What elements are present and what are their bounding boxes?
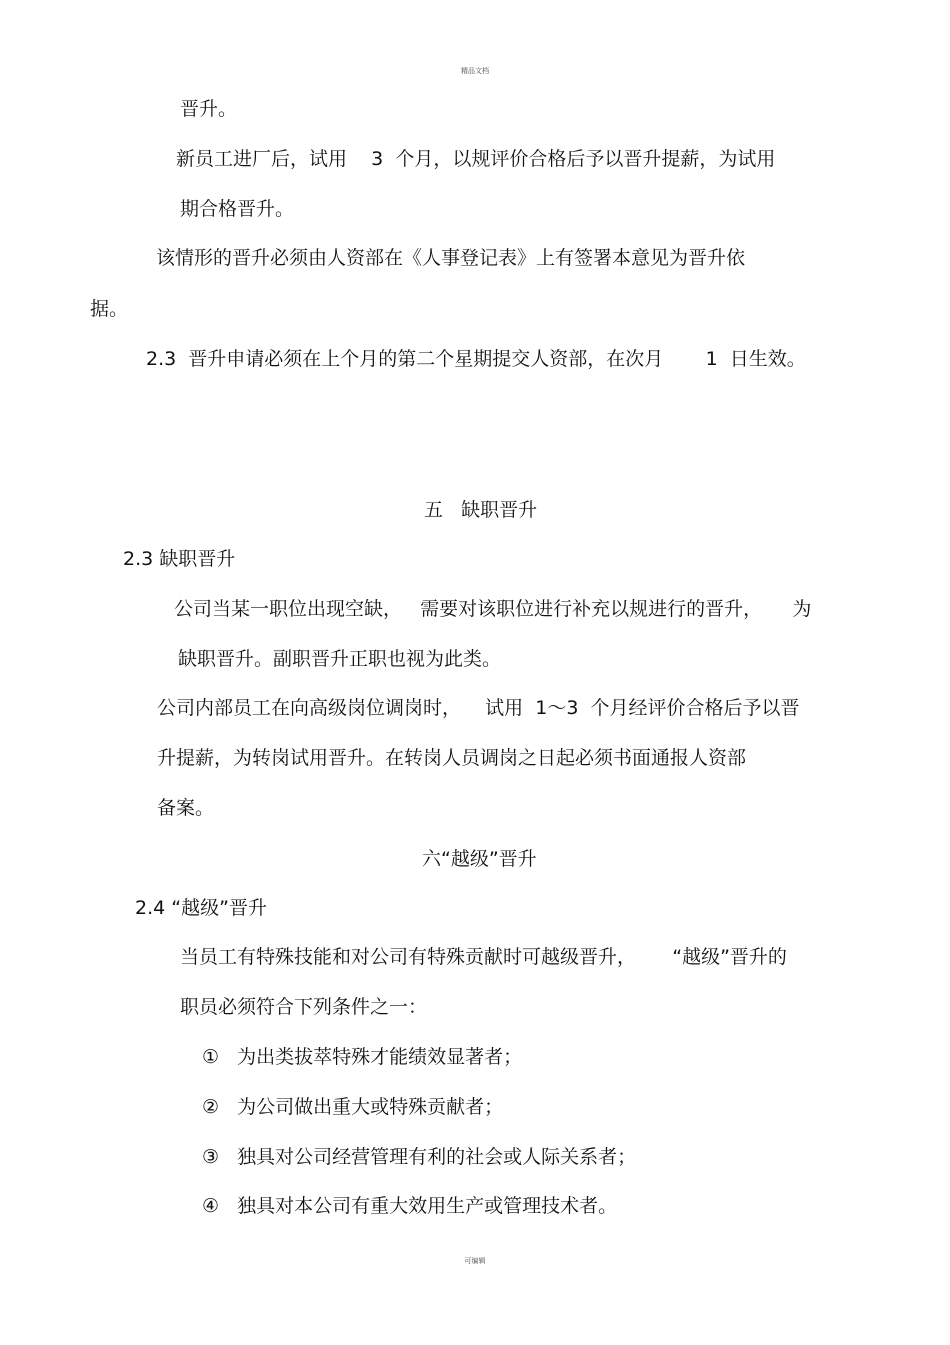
section-subheading: 2.3 缺职晋升	[123, 548, 236, 570]
paragraph-line: 期合格晋升。	[180, 198, 295, 220]
list-item: ② 为公司做出重大或特殊贡献者；	[202, 1096, 504, 1118]
paragraph-line: 该情形的晋升必须由人资部在《人事登记表》上有签署本意见为晋升依	[156, 247, 746, 269]
list-item: ① 为出类拔萃特殊才能绩效显著者；	[202, 1046, 523, 1068]
section-title: 五 缺职晋升	[424, 499, 538, 521]
paragraph-line: 据。	[90, 298, 129, 320]
paragraph-line: 新员工进厂后，试用 3 个月，以规评价合格后予以晋升提薪，为试用	[176, 148, 776, 170]
paragraph-line: 升提薪，为转岗试用晋升。在转岗人员调岗之日起必须书面通报人资部	[157, 747, 747, 769]
header-note: 精品文档	[461, 67, 489, 75]
list-item: ④ 独具对本公司有重大效用生产或管理技术者。	[202, 1195, 618, 1217]
paragraph-line: 职员必须符合下列条件之一：	[180, 996, 428, 1018]
paragraph-line: 公司内部员工在向高级岗位调岗时， 试用 1～3 个月经评价合格后予以晋	[157, 697, 800, 719]
footer-note: 可编辑	[464, 1257, 486, 1265]
paragraph-line: 2.3 晋升申请必须在上个月的第二个星期提交人资部，在次月 1 日生效。	[146, 348, 806, 370]
paragraph-line: 缺职晋升。副职晋升正职也视为此类。	[178, 648, 502, 670]
section-subheading: 2.4 “越级”晋升	[135, 897, 267, 919]
paragraph-line: 晋升。	[180, 98, 238, 120]
paragraph-line: 当员工有特殊技能和对公司有特殊贡献时可越级晋升， “越级”晋升的	[180, 946, 787, 968]
section-title: 六“越级”晋升	[422, 848, 537, 870]
list-item: ③ 独具对公司经营管理有利的社会或人际关系者；	[202, 1146, 637, 1168]
paragraph-line: 公司当某一职位出现空缺， 需要对该职位进行补充以规进行的晋升， 为	[174, 598, 812, 620]
paragraph-line: 备案。	[157, 797, 215, 819]
